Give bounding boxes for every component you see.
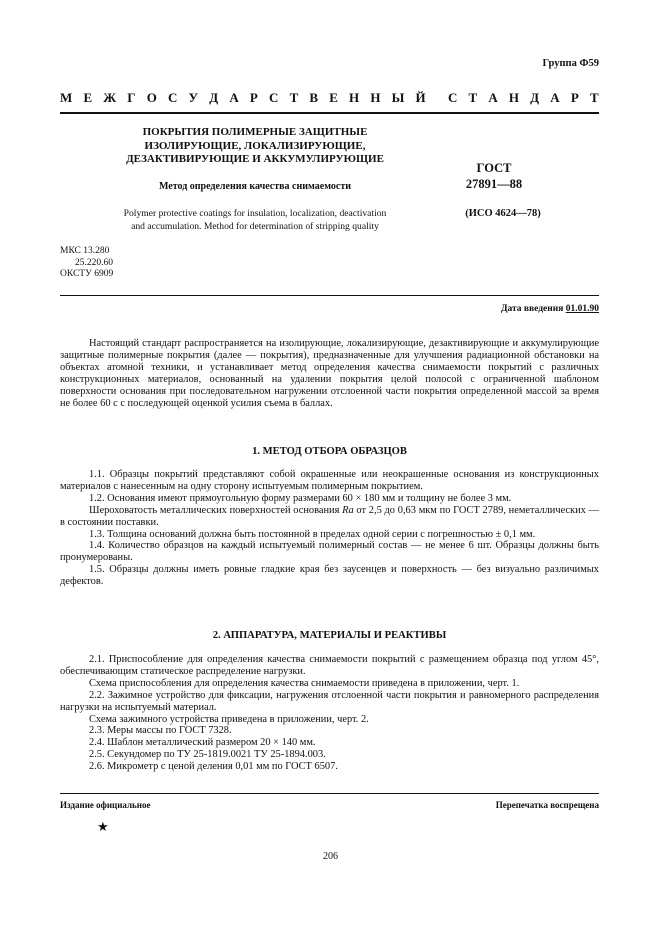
paragraph: 2.3. Меры массы по ГОСТ 7328. bbox=[89, 725, 232, 737]
paragraph: 1.2. Основания имеют прямоугольную форму размерами 60 × 180 мм и толщину не более 3 мм. bbox=[89, 492, 512, 504]
iso-reference: (ИСО 4624—78) bbox=[465, 208, 541, 219]
date-label: Дата введения bbox=[500, 304, 564, 314]
banner-letter: Д bbox=[530, 90, 540, 105]
banner-letter: Й bbox=[415, 90, 426, 105]
ra-symbol: Ra bbox=[342, 504, 354, 516]
banner-letter: Ы bbox=[391, 90, 405, 105]
mks-code-second: 25.220.60 bbox=[75, 257, 113, 268]
banner-letter: В bbox=[309, 90, 319, 105]
paragraph bbox=[60, 505, 599, 529]
banner-letter: Т bbox=[289, 90, 299, 105]
paragraph: 1.4. Количество образцов на каждый испытуемый полимерный состав — не менее 6 шт. Образцы должны быть пронумерованы. bbox=[60, 540, 599, 564]
paragraph: 2.2. Зажимное устройство для фиксации, нагружения отслоенной части покрытия и равномерного распределения нагрузки на испытуемый материал. bbox=[60, 689, 599, 713]
banner-letter: Г bbox=[127, 90, 136, 105]
gost-number: 27891—88 bbox=[465, 177, 523, 191]
english-title-line: Polymer protective coatings for insulation, localization, deactivation bbox=[123, 208, 387, 219]
section-2-body bbox=[60, 654, 599, 773]
banner-letter: А bbox=[550, 90, 560, 105]
banner-letter: Ж bbox=[103, 90, 117, 105]
paragraph: 2.6. Микрометр с ценой деления 0,01 мм по ГОСТ 6507. bbox=[89, 761, 338, 773]
section-1-heading: 1. МЕТОД ОТБОРА ОБРАЗЦОВ bbox=[252, 446, 407, 457]
banner-letter: Н bbox=[349, 90, 360, 105]
method-subtitle: Метод определения качества снимаемости bbox=[158, 181, 351, 192]
header-rule bbox=[60, 112, 599, 114]
paragraph: 1.1. Образцы покрытий представляют собой окрашенные или неокрашенные основания из конструкционных материалов с нанесенным на одну сторону испытуемым полимерным покрытием. bbox=[60, 469, 599, 492]
paragraph: Настоящий стандарт распространяется на изолирующие, локализирующие, дезактивирующие и аккумулирующие защитные полимерные покрытия (далее — покрытия), предназначенные для улучшения радиационной обстановки на объектах атомной техники, и устанавливает метод определения качества снимаемости покрытий с различных конструкционных материалов, основанный на удалении покрытия целой полосой с ограниченной шаблоном поверхности основания при последовательном нагружении отслоенной части покрытия определенной массой за время не более 60 с с последующей оценкой усилия съема в баллах. bbox=[60, 338, 599, 409]
mks-code: МКС 13.280 bbox=[60, 246, 110, 256]
banner-letter: С bbox=[447, 90, 458, 105]
reprint-prohibited: Перепечатка воспрещена bbox=[495, 800, 599, 810]
banner-letter: М bbox=[60, 90, 73, 105]
paragraph: Схема зажимного устройства приведена в приложении, черт. 2. bbox=[89, 713, 369, 725]
english-title-line: and accumulation. Method for determination of stripping quality bbox=[131, 220, 379, 232]
english-title bbox=[60, 208, 450, 233]
banner-letter: А bbox=[488, 90, 498, 105]
text-run: Шероховатость металлических поверхностей основания bbox=[89, 504, 343, 516]
paragraph: 2.5. Секундомер по ТУ 25-1819.0021 ТУ 25-1894.003. bbox=[89, 749, 326, 761]
banner-letter: Р bbox=[249, 90, 258, 105]
banner-letter: О bbox=[146, 90, 157, 105]
banner-letter: Н bbox=[508, 90, 520, 105]
banner-letter: Т bbox=[589, 90, 599, 105]
banner-letter: Р bbox=[570, 90, 579, 105]
title-line: ИЗОЛИРУЮЩИЕ, ЛОКАЛИЗИРУЮЩИЕ, bbox=[144, 139, 366, 152]
title-line: ПОКРЫТИЯ ПОЛИМЕРНЫЕ ЗАЩИТНЫЕ bbox=[142, 126, 368, 138]
okstu-code: ОКСТУ 6909 bbox=[60, 269, 114, 279]
footer-rule bbox=[60, 793, 599, 794]
banner-letter: Е bbox=[329, 90, 338, 105]
effective-date bbox=[501, 304, 599, 314]
classification-codes bbox=[60, 246, 113, 281]
text-run: от 2,5 до 0,63 мкм по ГОСТ 2789, неметаллических — в состоянии поставки. bbox=[60, 504, 599, 528]
paragraph: 2.4. Шаблон металлический размером 20 × 140 мм. bbox=[89, 737, 316, 749]
date-value: 01.01.90 bbox=[565, 304, 599, 314]
banner-letter: Е bbox=[83, 90, 93, 105]
divider-rule bbox=[60, 295, 599, 296]
banner-letter: Н bbox=[370, 90, 381, 105]
page-number: 206 bbox=[323, 851, 338, 862]
paragraph: 2.1. Приспособление для определения качества снимаемости покрытий с размещением образца под углом 45°, обеспечивающим статическое распределение нагрузки. bbox=[60, 654, 599, 677]
banner-letter: У bbox=[188, 90, 199, 105]
banner-letter: Д bbox=[209, 90, 219, 105]
standard-banner bbox=[60, 90, 599, 110]
banner-letter: С bbox=[168, 90, 178, 105]
paragraph: Схема приспособления для определения качества снимаемости приведена в приложении, черт. 1. bbox=[89, 677, 520, 689]
intro-paragraph bbox=[60, 338, 599, 409]
paragraph: 1.3. Толщина оснований должна быть постоянной в пределах одной серии с погрешностью ± 0,1 мм. bbox=[89, 528, 536, 540]
gost-designation bbox=[448, 160, 540, 192]
title-line: ДЕЗАКТИВИРУЮЩИЕ И АККУМУЛИРУЮЩИЕ bbox=[126, 153, 384, 165]
official-edition: Издание официальное bbox=[60, 800, 151, 810]
banner-letter: Т bbox=[468, 90, 478, 105]
banner-letter: С bbox=[269, 90, 279, 105]
group-code: Группа Ф59 bbox=[542, 58, 599, 69]
star-icon: ★ bbox=[97, 819, 109, 834]
banner-letter: А bbox=[229, 90, 239, 105]
paragraph: 1.5. Образцы должны иметь ровные гладкие края без заусенцев и поверхность — без визуально различимых дефектов. bbox=[60, 564, 599, 588]
gost-label: ГОСТ bbox=[476, 161, 512, 175]
section-1-body bbox=[60, 469, 599, 588]
document-title bbox=[60, 126, 450, 167]
section-2-heading: 2. АППАРАТУРА, МАТЕРИАЛЫ И РЕАКТИВЫ bbox=[212, 630, 447, 641]
